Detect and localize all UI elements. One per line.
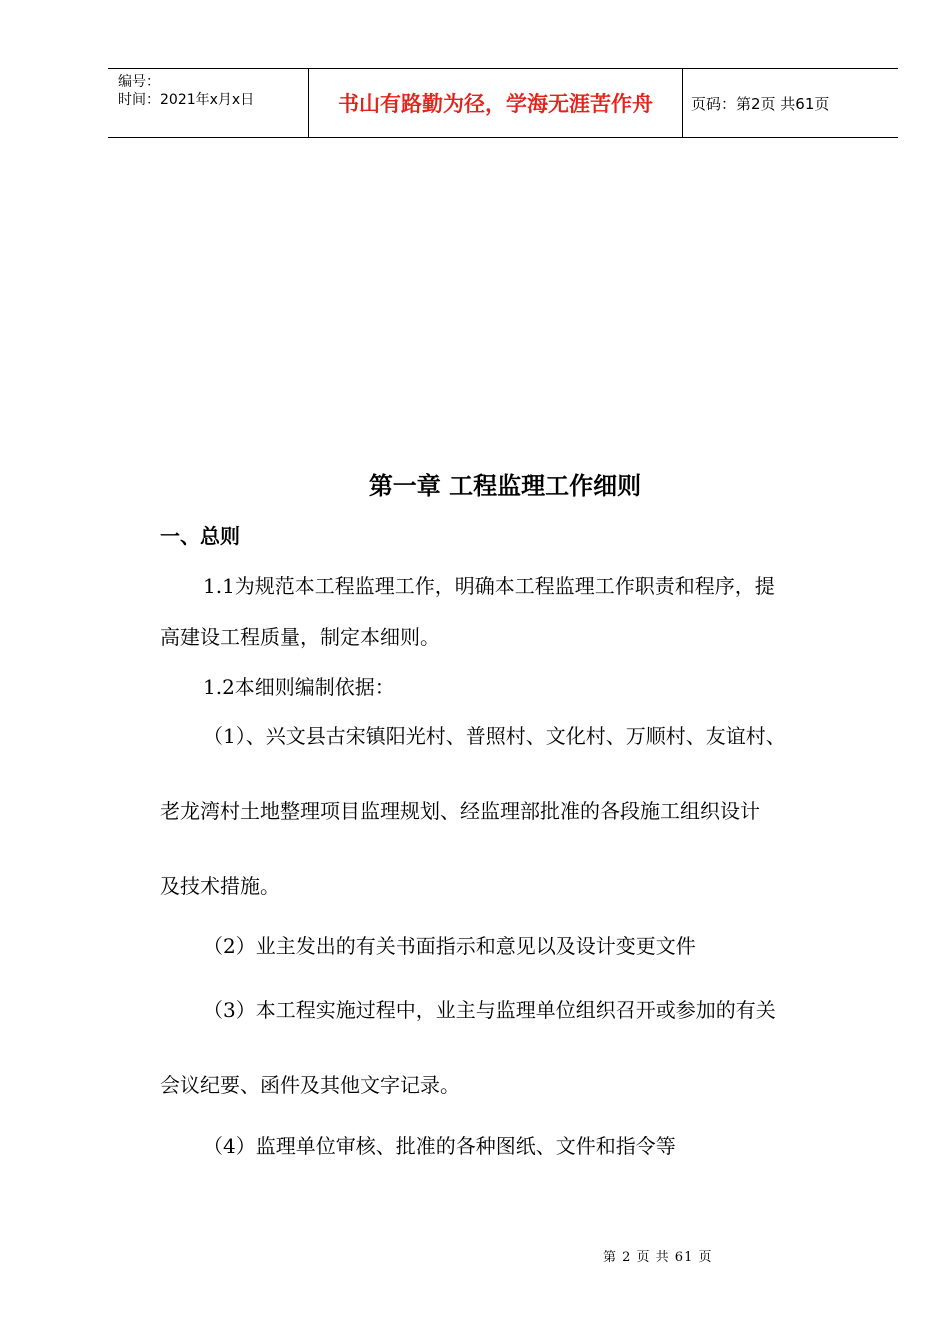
page-footer: 第 2 页 共 61 页	[603, 1250, 713, 1265]
body-line-6: 及技术措施。	[160, 874, 280, 898]
body-line-8: （3）本工程实施过程中，业主与监理单位组织召开或参加的有关	[203, 998, 776, 1022]
time-label: 时间：2021年x月x日	[118, 92, 255, 108]
header-page-info: 页码：第2页 共61页	[691, 94, 830, 113]
header-motto: 书山有路勤为径，学海无涯苦作舟	[309, 69, 683, 137]
page-header-table	[108, 68, 898, 138]
section-title: 一、总则	[160, 524, 240, 548]
body-line-2: 高建设工程质量，制定本细则。	[160, 625, 440, 649]
body-line-3: 1.2本细则编制依据：	[203, 675, 395, 699]
serial-label: 编号：	[118, 74, 160, 90]
body-line-1: 1.1为规范本工程监理工作，明确本工程监理工作职责和程序，提	[203, 574, 775, 598]
body-line-7: （2）业主发出的有关书面指示和意见以及设计变更文件	[203, 934, 696, 958]
body-line-10: （4）监理单位审核、批准的各种图纸、文件和指令等	[203, 1134, 676, 1158]
chapter-title: 第一章 工程监理工作细则	[368, 472, 642, 500]
body-line-5: 老龙湾村土地整理项目监理规划、经监理部批准的各段施工组织设计	[160, 799, 760, 823]
body-line-4: （1）、兴文县古宋镇阳光村、普照村、文化村、万顺村、友谊村、	[203, 724, 786, 748]
body-line-9: 会议纪要、函件及其他文字记录。	[160, 1073, 460, 1097]
header-meta-cell	[108, 69, 309, 137]
